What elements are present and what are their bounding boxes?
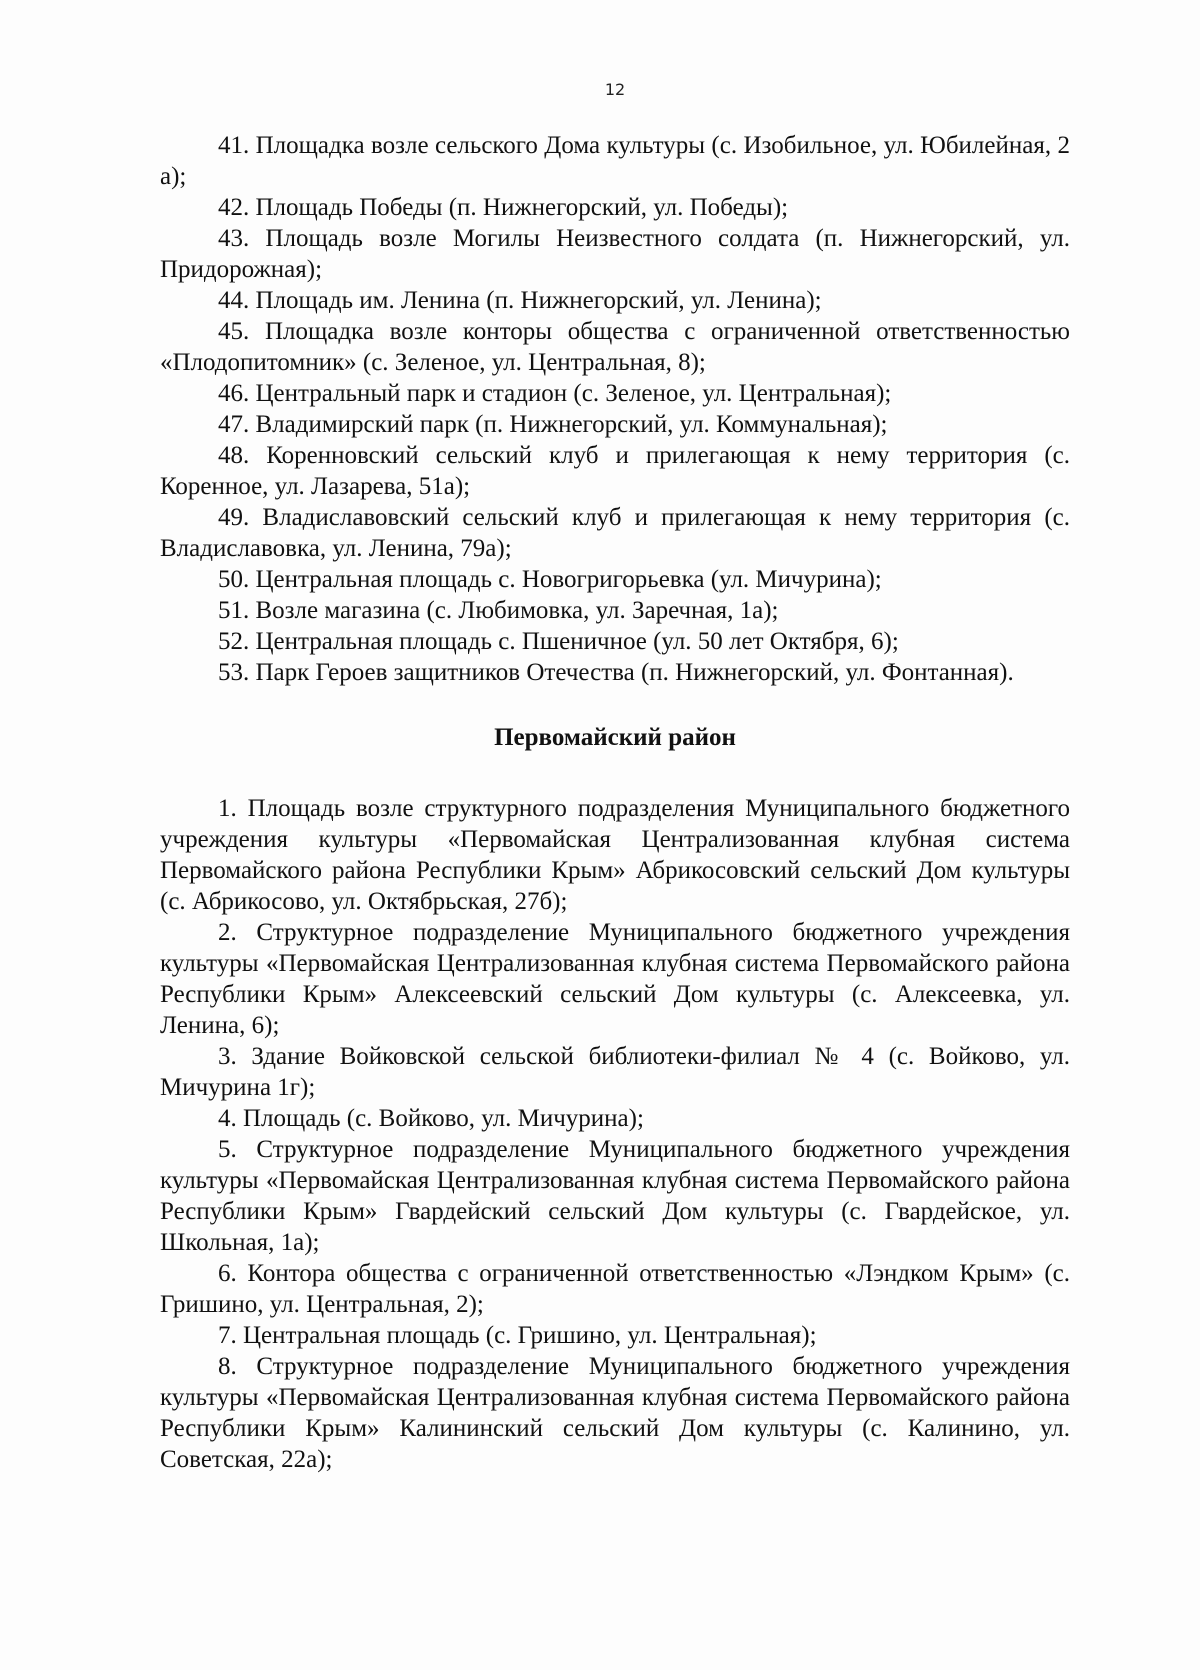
list-item: 50. Центральная площадь с. Новогригорьевка (ул. Мичурина);: [218, 566, 882, 593]
list-item: 5. Структурное подразделение Муниципального бюджетного учреждения культуры «Первомайская Централизованная клубная система Первомайского района Республики Крым» Гвардейский сельский Дом культуры (с. Гвардейское, ул. Школьная, 1а);: [160, 1136, 1070, 1256]
section-nizhnegorsky-list: [160, 130, 1070, 688]
list-item: 53. Парк Героев защитников Отечества (п. Нижнегорский, ул. Фонтанная).: [218, 659, 1014, 686]
list-item: 2. Структурное подразделение Муниципального бюджетного учреждения культуры «Первомайская Централизованная клубная система Первомайского района Республики Крым» Алексеевский сельский Дом культуры (с. Алексеевка, ул. Ленина, 6);: [160, 919, 1070, 1039]
list-item: 1. Площадь возле структурного подразделения Муниципального бюджетного учреждения культуры «Первомайская Централизованная клубная система Первомайского района Республики Крым» Абрикосовский сельский Дом культуры (с. Абрикосово, ул. Октябрьская, 27б);: [160, 795, 1070, 915]
list-item: 49. Владиславовский сельский клуб и прилегающая к нему территория (с. Владиславовка, ул. Ленина, 79а);: [160, 504, 1070, 562]
list-item: 4. Площадь (с. Войково, ул. Мичурина);: [218, 1105, 644, 1132]
list-item: 46. Центральный парк и стадион (с. Зеленое, ул. Центральная);: [218, 380, 892, 407]
page-number: 12: [604, 80, 626, 99]
list-item: 41. Площадка возле сельского Дома культуры (с. Изобильное, ул. Юбилейная, 2 а);: [160, 132, 1070, 190]
list-item: 48. Коренновский сельский клуб и прилегающая к нему территория (с. Коренное, ул. Лазарева, 51а);: [160, 442, 1070, 500]
document-body: [160, 130, 1070, 1475]
list-item: 8. Структурное подразделение Муниципального бюджетного учреждения культуры «Первомайская Централизованная клубная система Первомайского района Республики Крым» Калининский сельский Дом культуры (с. Калинино, ул. Советская, 22а);: [160, 1353, 1070, 1473]
list-item: 7. Центральная площадь (с. Гришино, ул. Центральная);: [218, 1322, 817, 1349]
list-item: 3. Здание Войковской сельской библиотеки-филиал № 4 (с. Войково, ул. Мичурина 1г);: [160, 1043, 1070, 1101]
section-heading: Первомайский район: [494, 724, 736, 751]
list-item: 47. Владимирский парк (п. Нижнегорский, ул. Коммунальная);: [218, 411, 888, 438]
list-item: 52. Центральная площадь с. Пшеничное (ул. 50 лет Октября, 6);: [218, 628, 899, 655]
list-item: 43. Площадь возле Могилы Неизвестного солдата (п. Нижнегорский, ул. Придорожная);: [160, 225, 1070, 283]
list-item: 51. Возле магазина (с. Любимовка, ул. Заречная, 1а);: [218, 597, 779, 624]
list-item: 45. Площадка возле конторы общества с ограниченной ответственностью «Плодопитомник» (с. Зеленое, ул. Центральная, 8);: [160, 318, 1070, 376]
section-pervomaisky-list: [160, 793, 1070, 1475]
list-item: 44. Площадь им. Ленина (п. Нижнегорский, ул. Ленина);: [218, 287, 822, 314]
list-item: 42. Площадь Победы (п. Нижнегорский, ул. Победы);: [218, 194, 789, 221]
list-item: 6. Контора общества с ограниченной ответственностью «Лэндком Крым» (с. Гришино, ул. Центральная, 2);: [160, 1260, 1070, 1318]
